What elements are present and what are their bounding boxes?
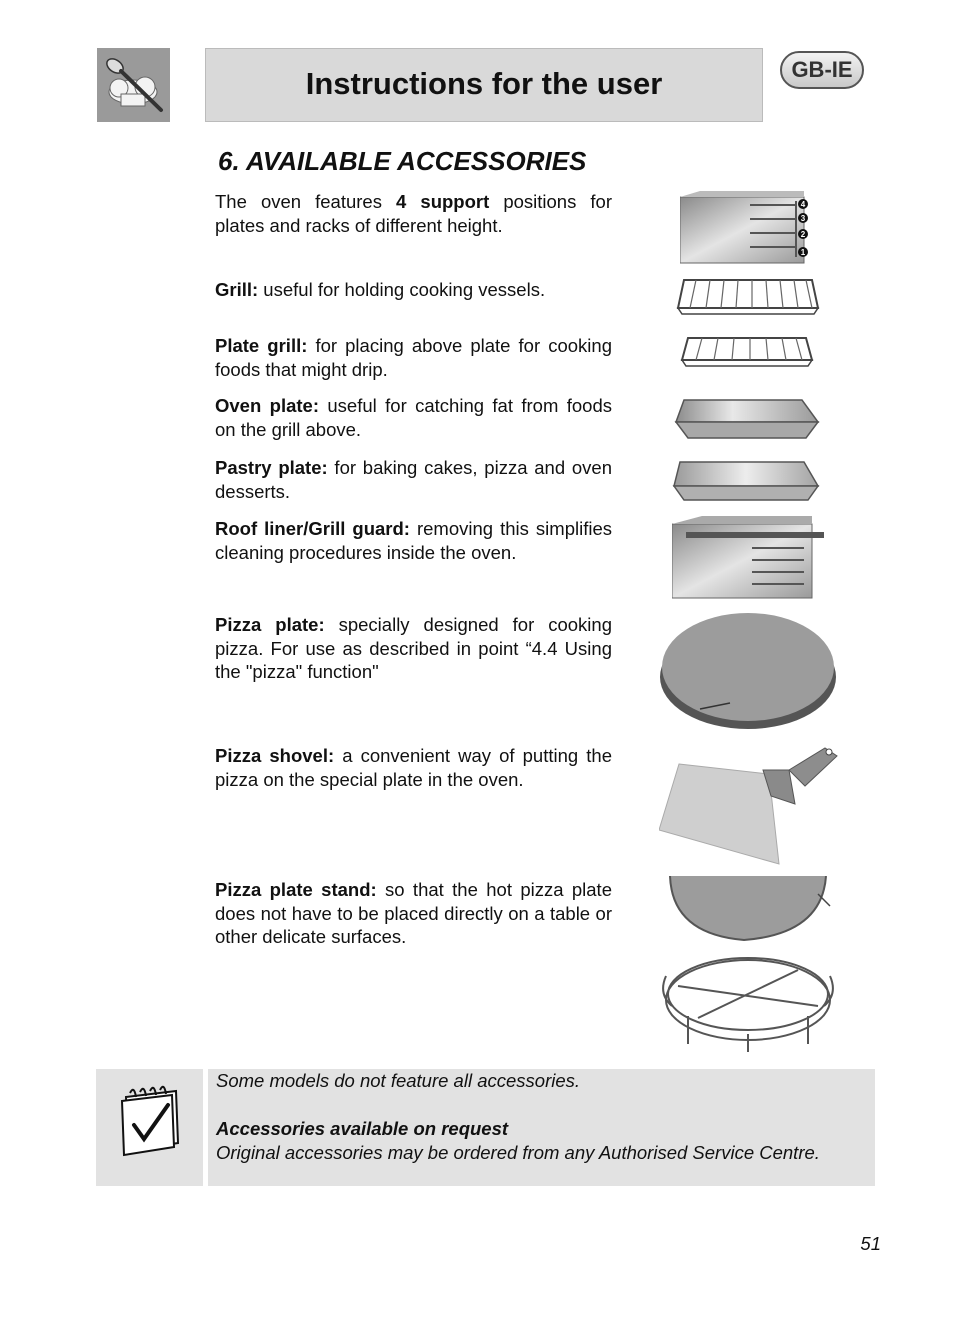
item-pizza-plate-stand [215, 878, 612, 949]
item-label: Pizza plate: [215, 614, 325, 635]
section-heading: 6. AVAILABLE ACCESSORIES [218, 146, 587, 176]
item-label: Plate grill: [215, 335, 308, 356]
item-text: for placing above plate for cooking foods that might drip. [215, 335, 612, 380]
pizza-plate-stand-icon [658, 876, 838, 1061]
item-label: Pizza plate stand: [215, 879, 377, 900]
item-support-positions [215, 190, 612, 237]
page-number: 51 [860, 1233, 881, 1254]
item-label: Oven plate: [215, 395, 319, 416]
pizza-shovel-icon [659, 744, 839, 871]
oven-shelf-positions-icon [680, 191, 810, 270]
shelf-level-label: 3 [800, 214, 806, 223]
item-pizza-plate [215, 613, 612, 684]
item-pizza-shovel [215, 744, 612, 791]
pizza-plate-icon [660, 611, 838, 736]
plate-grill-icon [680, 334, 814, 375]
note-body: Original accessories may be ordered from any Authorised Service Centre. [216, 1142, 820, 1163]
header-bar [205, 48, 763, 122]
item-text: for baking cakes, pizza and oven desserts. [215, 457, 612, 502]
shelf-level-label: 4 [800, 200, 806, 209]
note-heading: Accessories available on request [216, 1118, 509, 1139]
item-label: Roof liner/Grill guard: [215, 518, 410, 539]
item-text: useful for holding cooking vessels. [258, 279, 546, 300]
chef-spoon-icon [97, 48, 170, 122]
item-text: so that the hot pizza plate does not have to be placed directly on a table or other delicate surfaces. [215, 879, 612, 947]
item-text: The oven features [215, 191, 397, 212]
note-text: Some models do not feature all accessories. [216, 1070, 581, 1091]
item-label: Pastry plate: [215, 457, 328, 478]
note-icon-box [96, 1069, 203, 1186]
language-badge: GB-IE [780, 51, 864, 89]
shelf-level-label: 1 [800, 248, 806, 257]
item-roof-liner [215, 517, 612, 564]
item-text: removing this simplifies cleaning procedures inside the oven. [215, 518, 612, 563]
item-label: 4 support [396, 191, 490, 212]
grill-rack-icon [676, 276, 820, 323]
notepad-check-icon [116, 1083, 184, 1162]
item-grill [215, 278, 612, 302]
item-text: useful for catching fat from foods on the grill above. [215, 395, 612, 440]
shelf-level-label: 2 [800, 230, 806, 239]
item-text: a convenient way of putting the pizza on the special plate in the oven. [215, 745, 612, 790]
item-plate-grill [215, 334, 612, 381]
item-label: Pizza shovel: [215, 745, 335, 766]
pastry-plate-icon [672, 458, 820, 509]
item-text: positions for plates and racks of different height. [215, 191, 613, 236]
page-title: Instructions for the user [305, 66, 663, 101]
item-pastry-plate [215, 456, 612, 503]
item-oven-plate [215, 394, 612, 441]
roof-liner-icon [672, 516, 824, 605]
item-label: Grill: [215, 279, 259, 300]
item-text: specially designed for cooking pizza. For use as described in point “4.4 Using the "pizza" function" [215, 614, 612, 682]
note-box [208, 1069, 875, 1186]
oven-plate-icon [674, 396, 820, 447]
